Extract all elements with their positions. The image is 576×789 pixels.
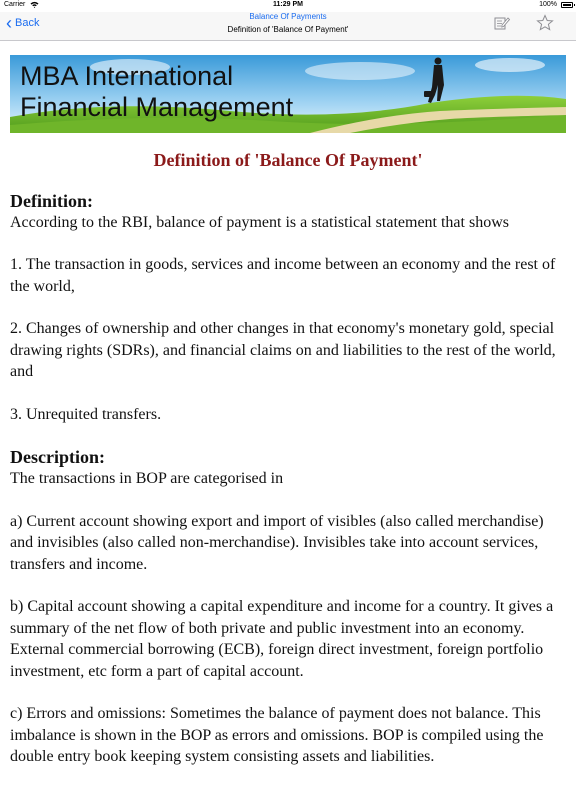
back-label: Back xyxy=(15,17,40,29)
star-icon xyxy=(535,13,555,33)
description-intro: The transactions in BOP are categorised in xyxy=(10,470,284,487)
article-title: Definition of 'Balance Of Payment' xyxy=(153,150,423,170)
banner-title-line2: Financial Management xyxy=(20,92,294,122)
battery-percent: 100% xyxy=(539,1,557,8)
status-bar xyxy=(0,0,576,12)
clock: 11:29 PM xyxy=(273,1,303,8)
edit-button[interactable] xyxy=(492,13,512,33)
description-point: c) Errors and omissions: Sometimes the balance of payment does not balance. This imbalance is shown in the BOP as errors and omissions. BOP is compiled using the double entry book keeping system consisting assets and liabilities. xyxy=(10,705,544,765)
article-content xyxy=(10,150,566,789)
navigation-bar xyxy=(0,12,576,41)
nav-title: Balance Of Payments xyxy=(249,12,327,21)
description-heading: Description: xyxy=(10,447,105,467)
chevron-left-icon: ‹ xyxy=(6,13,12,33)
favorite-button[interactable] xyxy=(535,13,555,33)
nav-subtitle: Definition of 'Balance Of Payment' xyxy=(227,25,349,34)
definition-intro: According to the RBI, balance of payment is a statistical statement that shows xyxy=(10,213,509,231)
definition-point: 2. Changes of ownership and other changes in that economy's monetary gold, special drawing rights (SDRs), and financial claims on and liabilities to the rest of the world, and xyxy=(10,320,556,380)
description-point: b) Capital account showing a capital expenditure and income for a country. It gives a summary of the net flow of both private and public investment into an economy. External commercial borrowing (ECB), foreign direct investment, foreign portfolio investment, etc form a part of capital account. xyxy=(10,598,554,680)
edit-icon xyxy=(492,13,512,33)
battery-icon xyxy=(561,2,573,8)
definition-point: 1. The transaction in goods, services and income between an economy and the rest of the world, xyxy=(10,256,556,295)
banner-title-line1: MBA International xyxy=(20,61,234,91)
description-point: a) Current account showing export and import of visibles (also called merchandise) and invisibles (also called non-merchandise). Invisibles take into account services, transfers and income. xyxy=(10,512,544,573)
carrier-label: Carrier xyxy=(4,1,26,8)
definition-heading: Definition: xyxy=(10,190,93,211)
definition-point: 3. Unrequited transfers. xyxy=(10,405,162,423)
banner-image xyxy=(10,55,566,133)
